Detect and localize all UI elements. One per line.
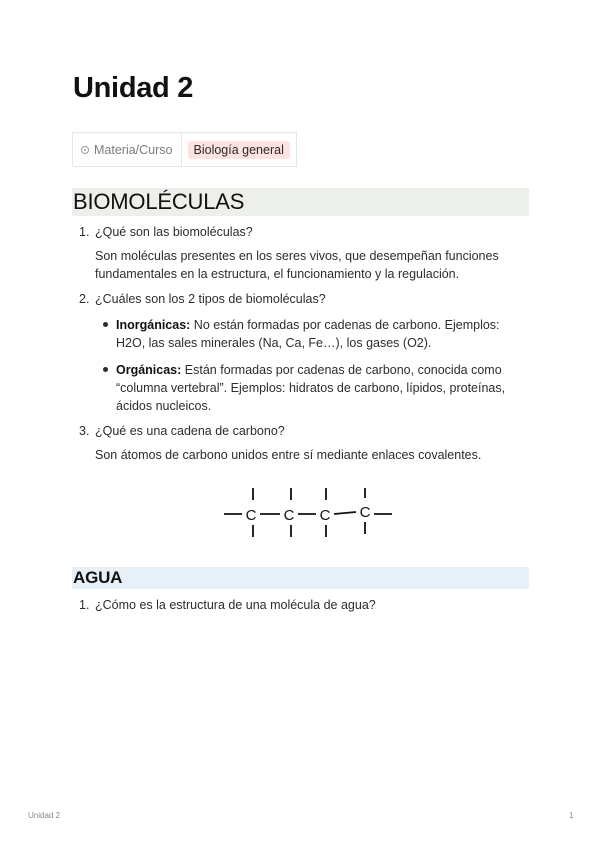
property-key — [73, 133, 182, 166]
carbon-atom: C — [283, 507, 295, 524]
subject-tag: Biología general — [188, 141, 290, 159]
carbon-chain-diagram — [220, 484, 400, 540]
bullet-dot — [103, 367, 108, 372]
bullet-label: Orgánicas: — [116, 363, 182, 377]
carbon-atom: C — [245, 507, 257, 524]
list-number: 1. — [79, 598, 90, 612]
list-number: 1. — [79, 225, 90, 239]
bullet-text: Están formadas por cadenas de carbono, conocida como — [181, 363, 502, 377]
property-value — [182, 133, 296, 166]
carbon-atom: C — [359, 504, 371, 521]
bullet-organicas-line-1 — [116, 361, 502, 379]
answer-3-line-1: Son átomos de carbono unidos entre sí mediante enlaces covalentes. — [95, 448, 482, 462]
carbon-atom: C — [319, 507, 331, 524]
page-number: 1 — [569, 811, 574, 820]
question-1: ¿Qué son las biomoléculas? — [95, 225, 253, 239]
answer-1-line-1: Son moléculas presentes en los seres vivos, que desempeñan funciones — [95, 249, 499, 263]
bullet-text: No están formadas por cadenas de carbono. Ejemplos: — [190, 318, 500, 332]
bullet-organicas-line-3: ácidos nucleicos. — [116, 399, 212, 413]
bullet-organicas-line-2: “columna vertebral”. Ejemplos: hidratos de carbono, lípidos, proteínas, — [116, 381, 506, 395]
question-2: ¿Cuáles son los 2 tipos de biomoléculas? — [95, 292, 326, 306]
bullet-inorganicas-line-1 — [116, 316, 500, 334]
bullet-inorganicas-line-2: H2O, las sales minerales (Na, Ca, Fe…), los gases (O2). — [116, 336, 432, 350]
question-3: ¿Qué es una cadena de carbono? — [95, 424, 285, 438]
section-heading-biomoleculas: BIOMOLÉCULAS — [72, 188, 529, 216]
answer-1-line-2: fundamentales en la estructura, el funcionamiento y la regulación. — [95, 267, 460, 281]
property-key-label: Materia/Curso — [94, 142, 173, 157]
property-row — [72, 132, 297, 167]
footer-title: Unidad 2 — [28, 811, 61, 820]
section-heading-agua: AGUA — [72, 567, 529, 589]
list-number: 3. — [79, 424, 90, 438]
target-icon — [81, 146, 89, 154]
page-title: Unidad 2 — [73, 72, 194, 104]
list-number: 2. — [79, 292, 90, 306]
bullet-dot — [103, 322, 108, 327]
bullet-label: Inorgánicas: — [116, 318, 191, 332]
question-agua-1: ¿Cómo es la estructura de una molécula de agua? — [95, 598, 376, 612]
